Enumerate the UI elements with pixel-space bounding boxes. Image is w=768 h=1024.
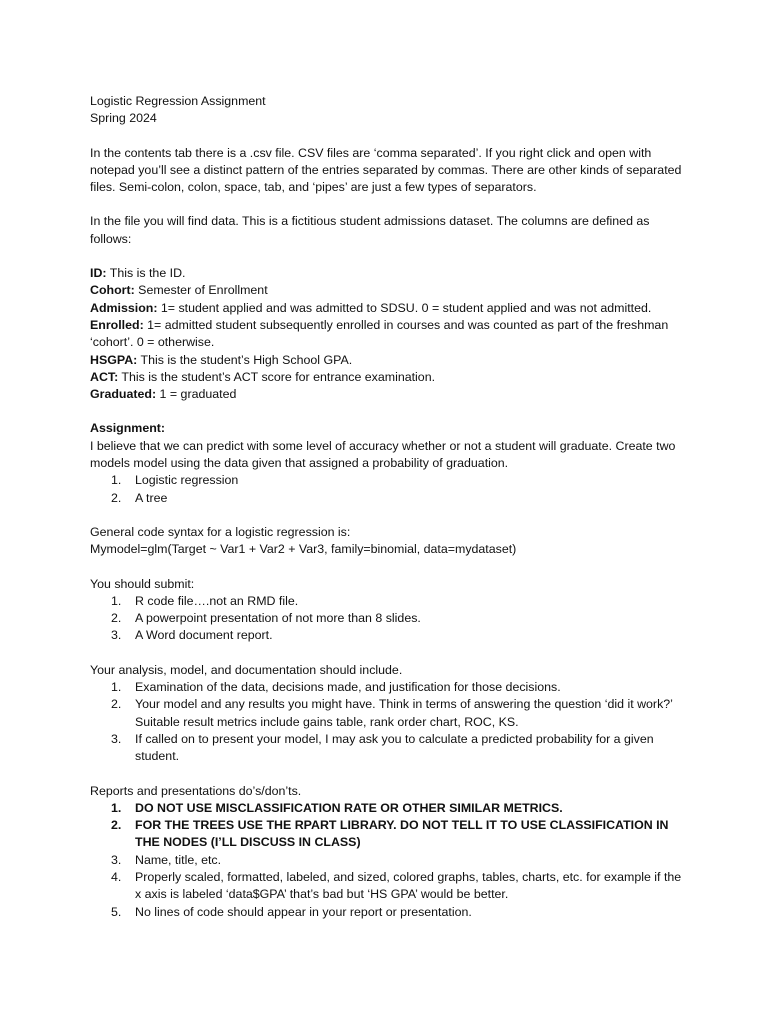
list-number: 1.: [111, 593, 122, 608]
spacer: [90, 766, 690, 783]
column-term: ID:: [90, 266, 107, 281]
reports-intro: Reports and presentations do’s/don’ts.: [90, 783, 302, 798]
list-number: 2.: [111, 490, 122, 505]
list-item: [90, 472, 690, 489]
reports-list: [90, 800, 690, 921]
list-number: 1.: [111, 800, 122, 815]
list-number: 2.: [111, 818, 122, 833]
document-term: Spring 2024: [90, 111, 157, 126]
column-description: This is the ID.: [106, 266, 186, 281]
list-text: DO NOT USE MISCLASSIFICATION RATE OR OTHER SIMILAR METRICS.: [135, 800, 563, 815]
assignment-heading: Assignment:: [90, 421, 166, 436]
list-number: 1.: [111, 680, 122, 695]
list-item: [90, 869, 690, 904]
list-number: 2.: [111, 611, 122, 626]
column-definition: [90, 282, 690, 299]
list-text: FOR THE TREES USE THE RPART LIBRARY. DO NOT TELL IT TO USE CLASSIFICATION IN THE NODES (I’LL DISCUSS IN CLASS): [135, 818, 669, 850]
list-item: [90, 852, 690, 869]
column-term: HSGPA:: [90, 352, 138, 367]
list-text: No lines of code should appear in your report or presentation.: [135, 904, 472, 919]
column-term: Cohort:: [90, 283, 135, 298]
list-number: 3.: [111, 731, 122, 746]
list-number: 1.: [111, 473, 122, 488]
list-text: A Word document report.: [135, 628, 273, 643]
spacer: [90, 645, 690, 662]
list-item: [90, 904, 690, 921]
column-definitions: [90, 265, 690, 403]
list-text: Properly scaled, formatted, labeled, and sized, colored graphs, tables, charts, etc. for example if the x axis is labeled ‘data$GPA’ that’s bad but ‘HS GPA’ would be better.: [135, 869, 682, 902]
list-text: A tree: [135, 490, 168, 505]
list-item: [90, 490, 690, 507]
column-term: Enrolled:: [90, 317, 144, 332]
document-page: [90, 93, 690, 921]
column-description: This is the student’s High School GPA.: [137, 352, 353, 367]
list-item: [90, 627, 690, 644]
column-definition: [90, 300, 690, 317]
list-item: [90, 731, 690, 766]
list-text: If called on to present your model, I may ask you to calculate a predicted probability for a given student.: [135, 731, 654, 764]
models-list: [90, 472, 690, 507]
list-item: [90, 593, 690, 610]
syntax-code: Mymodel=glm(Target ~ Var1 + Var2 + Var3, family=binomial, data=mydataset): [90, 542, 517, 557]
list-item: [90, 696, 690, 731]
spacer: [90, 128, 690, 145]
list-number: 3.: [111, 852, 122, 867]
list-text: Your model and any results you might have. Think in terms of answering the question ‘did it work?’ Suitable result metrics include gains table, rank order chart, ROC, KS.: [135, 697, 673, 729]
list-number: 4.: [111, 869, 122, 884]
list-item: [90, 817, 690, 852]
column-term: Admission:: [90, 300, 158, 315]
column-definition: [90, 265, 690, 282]
list-text: Logistic regression: [135, 473, 239, 488]
analysis-list: [90, 679, 690, 765]
document-title: Logistic Regression Assignment: [90, 94, 266, 108]
column-term: ACT:: [90, 369, 119, 384]
column-definition: [90, 369, 690, 386]
column-definition: [90, 352, 690, 369]
intro-paragraph-dataset: In the file you will find data. This is a fictitious student admissions dataset. The columns are defined as follows:: [90, 214, 650, 246]
list-text: R code file….not an RMD file.: [135, 593, 299, 608]
list-item: [90, 679, 690, 696]
submit-list: [90, 593, 690, 645]
column-definition: [90, 317, 690, 352]
syntax-intro: General code syntax for a logistic regression is:: [90, 524, 351, 539]
column-description: Semester of Enrollment: [134, 283, 268, 298]
list-item: [90, 800, 690, 817]
spacer: [90, 248, 690, 265]
spacer: [90, 196, 690, 213]
list-text: Name, title, etc.: [135, 852, 222, 867]
column-description: 1= admitted student subsequently enrolled in courses and was counted as part of the freshman ‘cohort’. 0 = otherwise.: [90, 317, 669, 350]
list-number: 2.: [111, 697, 122, 712]
list-text: A powerpoint presentation of not more than 8 slides.: [135, 611, 421, 626]
spacer: [90, 507, 690, 524]
list-number: 3.: [111, 628, 122, 643]
list-item: [90, 610, 690, 627]
submit-intro: You should submit:: [90, 576, 195, 591]
spacer: [90, 559, 690, 576]
spacer: [90, 403, 690, 420]
analysis-intro: Your analysis, model, and documentation should include.: [90, 662, 403, 677]
column-description: 1 = graduated: [156, 387, 237, 402]
list-number: 5.: [111, 904, 122, 919]
assignment-text: I believe that we can predict with some level of accuracy whether or not a student will graduate. Create two models model using the data given that assigned a probability of graduation.: [90, 438, 676, 471]
intro-paragraph-csv: In the contents tab there is a .csv file. CSV files are ‘comma separated’. If you right click and open with notepad you’ll see a distinct pattern of the entries separated by commas. There are other kinds of separated files. Semi-colon, colon, space, tab, and ‘pipes’ are just a few types of separators.: [90, 145, 682, 195]
column-description: 1= student applied and was admitted to SDSU. 0 = student applied and was not admitted.: [157, 300, 652, 315]
list-text: Examination of the data, decisions made, and justification for those decisions.: [135, 680, 561, 695]
column-definition: [90, 386, 690, 403]
column-term: Graduated:: [90, 387, 157, 402]
column-description: This is the student’s ACT score for entrance examination.: [118, 369, 436, 384]
